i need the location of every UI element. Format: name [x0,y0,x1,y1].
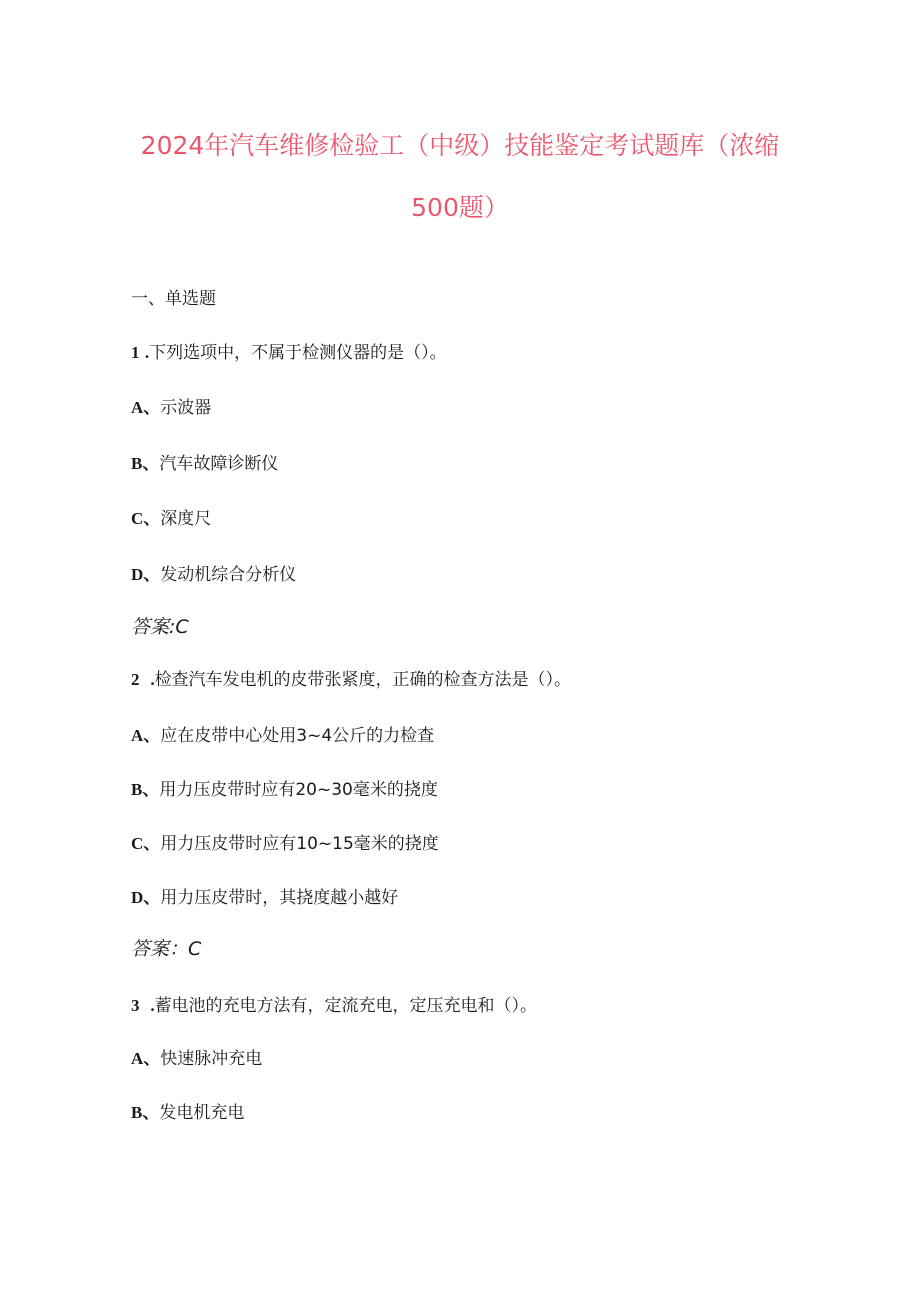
option-text: 发动机综合分析仪 [160,565,297,585]
question-text: 检查汽车发电机的皮带张紧度，正确的检查方法是（）。 [154,670,572,690]
question-1 [131,342,447,364]
question-text: 蓄电池的充电方法有，定流充电，定压充电和（）。 [154,996,538,1016]
option-1c [131,508,211,530]
option-letter: A、 [131,726,161,745]
question-separator: . [150,996,155,1015]
section-heading: 一、单选题 [131,289,216,309]
question-3 [131,995,537,1017]
option-letter: A、 [131,1049,161,1068]
question-separator: . [150,670,155,689]
option-text: 示波器 [160,398,212,418]
option-text: 深度尺 [160,509,212,529]
option-1b [131,453,278,475]
option-3b [131,1102,244,1124]
option-text: 用力压皮带时，其挠度越小越好 [160,888,399,908]
option-text: 快速脉冲充电 [160,1049,263,1069]
option-letter: D、 [131,888,161,907]
option-1a [131,397,211,419]
question-number: 2 [131,670,140,689]
option-letter: B、 [131,1103,160,1122]
option-letter: A、 [131,398,161,417]
option-text: 应在皮带中心处用3~4公斤的力检查 [160,726,435,746]
question-number: 1 [131,343,140,362]
option-1d [131,564,296,586]
option-text: 用力压皮带时应有10~15毫米的挠度 [160,834,439,854]
option-letter: C、 [131,509,161,528]
option-2c [131,833,439,855]
option-letter: D、 [131,565,161,584]
option-2d [131,887,398,909]
answer-2: 答案：C [131,938,202,960]
option-text: 发电机充电 [159,1103,245,1123]
answer-1: 答案:C [131,616,189,638]
document-title-line-2: 500题） [411,193,509,222]
document-title-line-1: 2024年汽车维修检验工（中级）技能鉴定考试题库（浓缩 [140,131,780,160]
question-2 [131,669,571,691]
option-letter: C、 [131,834,161,853]
question-text: 下列选项中，不属于检测仪器的是（）。 [149,343,447,363]
option-letter: B、 [131,454,160,473]
option-2a [131,725,434,747]
option-text: 汽车故障诊断仪 [159,454,279,474]
question-number: 3 [131,996,140,1015]
option-text: 用力压皮带时应有20~30毫米的挠度 [159,780,438,800]
option-3a [131,1048,262,1070]
option-2b [131,779,438,801]
option-letter: B、 [131,780,160,799]
question-separator: . [144,343,150,362]
